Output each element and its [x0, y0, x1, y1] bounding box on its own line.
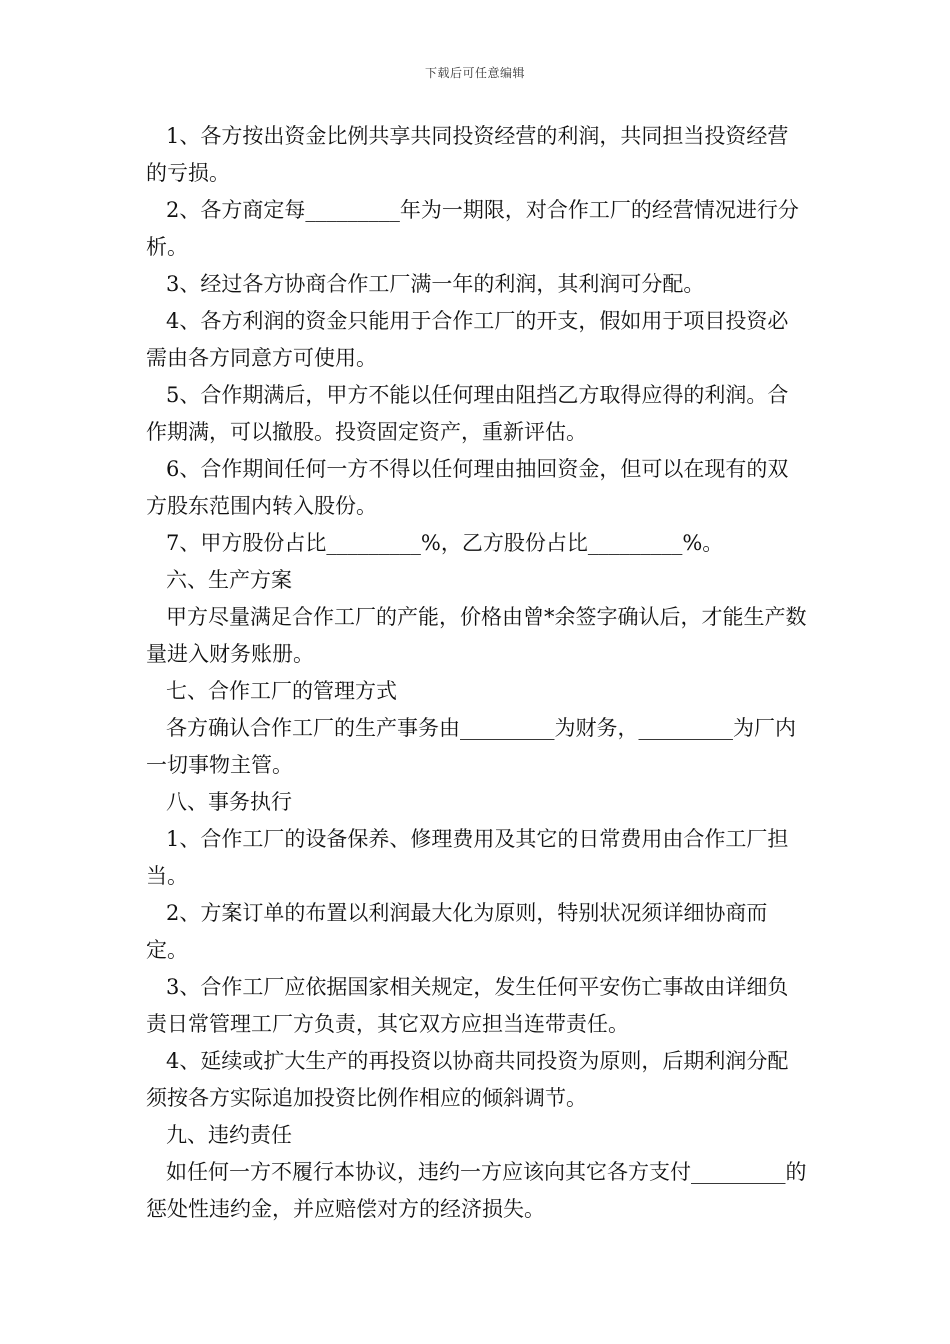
page-header: 下载后可任意编辑	[424, 66, 525, 80]
capital-withdrawal-clause: 6、合作期间任何一方不得以任何理由抽回资金，但可以在现有的双方股东范围内转入股份。	[146, 457, 789, 518]
reinvestment-clause: 4、延续或扩大生产的再投资以协商共同投资为原则，后期利润分配须按各方实际追加投资比例作相应的倾斜调节。	[146, 1049, 789, 1110]
review-period-clause: 2、各方商定每_________年为一期限，对合作工厂的经营情况进行分析。	[146, 198, 799, 259]
management-clause: 各方确认合作工厂的生产事务由_________为财务，_________为厂内一切事物主管。	[146, 716, 796, 777]
section-heading-execution: 八、事务执行	[166, 790, 292, 814]
section-heading-breach: 九、违约责任	[166, 1123, 292, 1147]
expiry-clause: 5、合作期满后，甲方不能以任何理由阻挡乙方取得应得的利润。合作期满，可以撤股。投资固定资产，重新评估。	[146, 383, 789, 444]
production-clause: 甲方尽量满足合作工厂的产能，价格由曾*余签字确认后，才能生产数量进入财务账册。	[146, 605, 807, 666]
breach-clause: 如任何一方不履行本协议，违约一方应该向其它各方支付_________的惩处性违约金，并应赔偿对方的经济损失。	[146, 1160, 807, 1221]
profit-usage-clause: 4、各方利润的资金只能用于合作工厂的开支，假如用于项目投资必需由各方同意方可使用。	[146, 309, 789, 370]
profit-sharing-clause: 1、各方按出资金比例共享共同投资经营的利润，共同担当投资经营的亏损。	[146, 124, 789, 185]
maintenance-clause: 1、合作工厂的设备保养、修理费用及其它的日常费用由合作工厂担当。	[146, 827, 789, 888]
section-heading-management: 七、合作工厂的管理方式	[166, 679, 397, 703]
document-body	[146, 118, 808, 1228]
profit-distribution-clause: 3、经过各方协商合作工厂满一年的利润，其利润可分配。	[166, 272, 705, 296]
order-arrangement-clause: 2、方案订单的布置以利润最大化为原则，特别状况须详细协商而定。	[146, 901, 768, 962]
safety-clause: 3、合作工厂应依据国家相关规定，发生任何平安伤亡事故由详细负责日常管理工厂方负责，其它双方应担当连带责任。	[146, 975, 789, 1036]
section-heading-production: 六、生产方案	[166, 568, 292, 592]
share-ratio-clause: 7、甲方股份占比_________%，乙方股份占比_________%。	[166, 531, 724, 555]
